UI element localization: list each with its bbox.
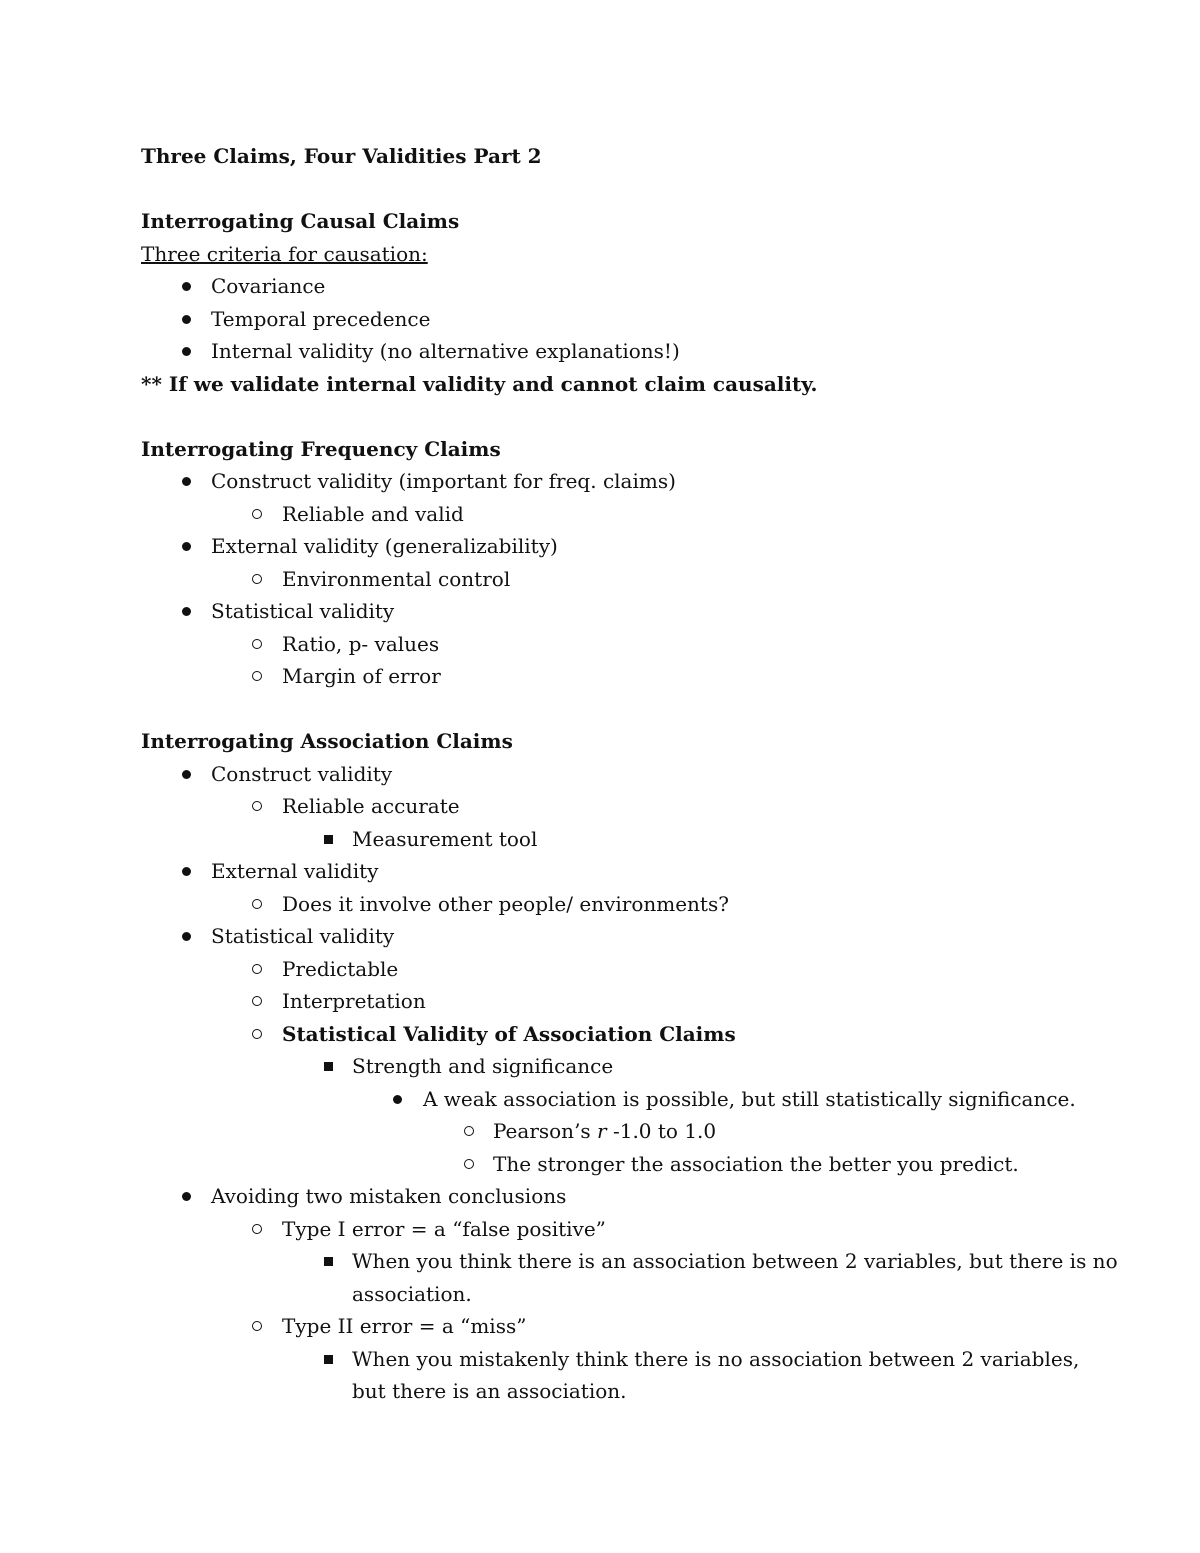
list-item <box>141 823 1081 856</box>
causal-subheading: Three criteria for causation: <box>141 241 428 266</box>
list-item <box>141 1018 1081 1051</box>
pearson-r-symbol: r <box>597 1119 607 1143</box>
list-item-text: Margin of error <box>282 664 441 688</box>
document-title: Three Claims, Four Validities Part 2 <box>141 144 542 168</box>
list-item-text: Strength and significance <box>352 1054 614 1078</box>
list-item <box>141 920 1081 953</box>
list-item <box>141 1213 1081 1246</box>
list-item-text: A weak association is possible, but still statistically significance. <box>423 1086 1076 1111</box>
list-item-text: Internal validity (no alternative explanations!) <box>211 339 680 363</box>
list-item-text: Environmental control <box>282 566 511 591</box>
causal-subheading-line <box>141 238 1081 271</box>
list-item-continuation <box>141 1375 1081 1408</box>
document-body <box>141 140 1118 1408</box>
list-item <box>141 335 1081 368</box>
list-item <box>141 1245 1118 1278</box>
list-item-text: Reliable and valid <box>282 501 464 526</box>
list-item-text: Avoiding two mistaken conclusions <box>211 1184 567 1208</box>
list-item <box>141 888 1081 921</box>
spacer <box>141 173 1081 206</box>
list-item-text: Temporal precedence <box>211 306 431 331</box>
list-item <box>141 660 1081 693</box>
list-item-text: Predictable <box>282 956 399 981</box>
list-item <box>141 1148 1081 1181</box>
spacer <box>141 693 1081 726</box>
list-item-text: Statistical validity <box>211 924 395 948</box>
list-item-continuation <box>141 1278 1081 1311</box>
list-item-text: but there is an association. <box>352 1379 627 1403</box>
list-item-text: Construct validity (important for freq. claims) <box>211 469 676 493</box>
spacer <box>141 400 1081 433</box>
list-item <box>141 953 1081 986</box>
list-item <box>141 790 1081 823</box>
list-item-text: Does it involve other people/ environments? <box>282 891 729 916</box>
list-item-text: Statistical Validity of Association Claims <box>282 1021 736 1046</box>
list-item-text: External validity <box>211 859 379 883</box>
pearson-prefix: Pearson’s <box>493 1119 598 1143</box>
list-item-text: When you think there is an association between 2 variables, but there is no <box>352 1249 1118 1273</box>
list-item <box>141 270 1081 303</box>
list-item <box>141 1180 1081 1213</box>
list-item-text: Measurement tool <box>352 826 538 851</box>
list-item <box>141 758 1081 791</box>
list-item <box>141 1083 1081 1116</box>
pearson-range: -1.0 to 1.0 <box>606 1119 717 1143</box>
list-item-text: Reliable accurate <box>282 794 460 818</box>
list-item <box>141 498 1081 531</box>
list-item <box>141 465 1081 498</box>
list-item <box>141 1050 1081 1083</box>
list-item <box>141 628 1081 661</box>
causal-heading: Interrogating Causal Claims <box>141 209 460 233</box>
list-item-text: External validity (generalizability) <box>211 534 558 558</box>
list-item <box>141 595 1081 628</box>
list-item <box>141 855 1081 888</box>
list-item-text: Covariance <box>211 274 326 298</box>
list-item-text: association. <box>352 1281 472 1306</box>
list-item <box>141 530 1081 563</box>
list-item <box>141 1115 1081 1148</box>
frequency-heading: Interrogating Frequency Claims <box>141 436 501 461</box>
list-item-text: Construct validity <box>211 761 393 786</box>
causal-note: ** If we validate internal validity and cannot claim causality. <box>141 371 818 396</box>
list-item-text: Ratio, p- values <box>282 631 440 656</box>
list-item <box>141 1310 1081 1343</box>
list-item-text: Interpretation <box>282 989 426 1013</box>
list-item <box>141 985 1081 1018</box>
list-item-text: Statistical validity <box>211 599 395 623</box>
list-item <box>141 563 1081 596</box>
list-item-text: The stronger the association the better you predict. <box>493 1151 1019 1176</box>
list-item-text: Type II error = a “miss” <box>282 1314 527 1338</box>
association-heading: Interrogating Association Claims <box>141 729 513 753</box>
list-item-text: Type I error = a “false positive” <box>282 1216 606 1241</box>
list-item <box>141 1343 1081 1376</box>
list-item-text: When you mistakenly think there is no association between 2 variables, <box>352 1346 1080 1371</box>
pearson-text <box>493 1115 716 1148</box>
list-item <box>141 303 1081 336</box>
